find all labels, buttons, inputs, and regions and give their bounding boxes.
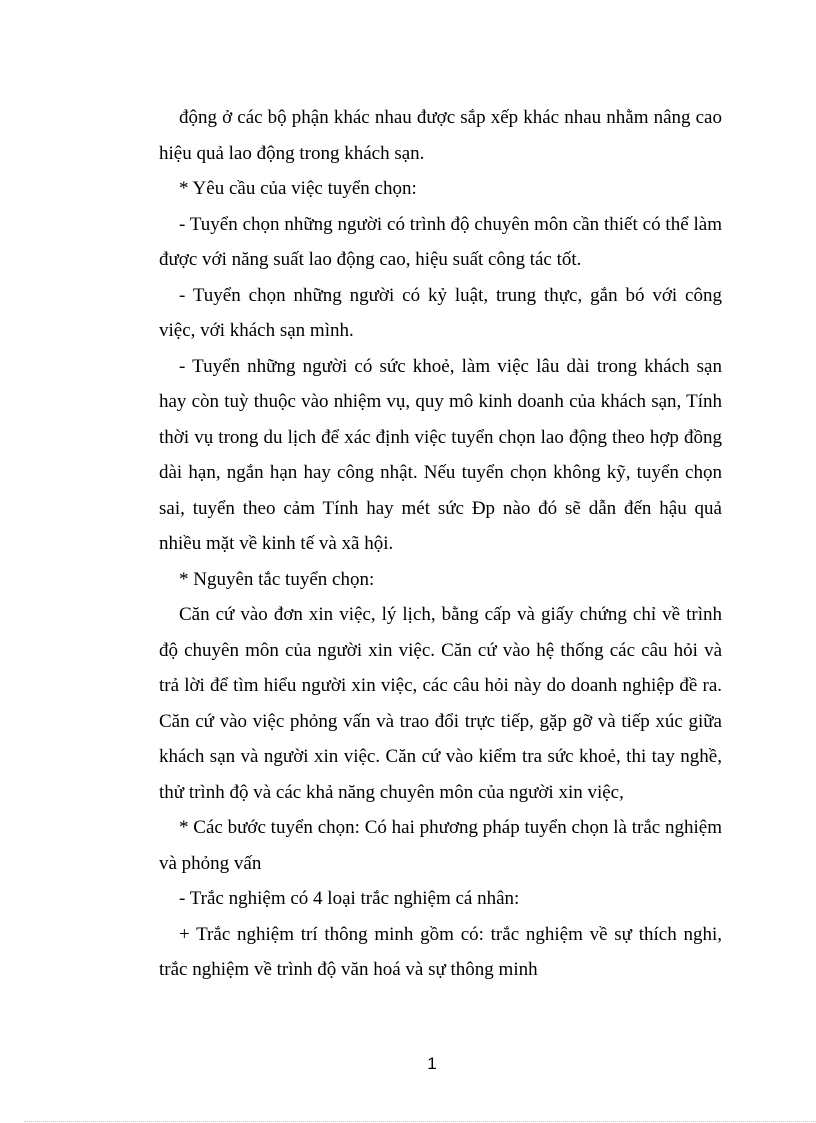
paragraph-requirement-health: - Tuyển những người có sức khoẻ, làm việc lâu dài trong khách sạn hay còn tuỳ thuộc vào nhiệm vụ, quy mô kinh doanh của khách sạn, Tính thời vụ trong du lịch để xác định việc tuyển chọn lao động theo hợp đồng dài hạn, ngắn hạn hay công nhật. Nếu tuyển chọn không kỹ, tuyển chọn sai, tuyển theo cảm Tính hay mét sức Ðp nào đó sẽ dẫn đến hậu quả nhiều mặt về kinh tế và xã hội. (159, 355, 722, 554)
paragraph-continuation: động ở các bộ phận khác nhau được sắp xếp khác nhau nhằm nâng cao hiệu quả lao động trong khách sạn. (159, 107, 722, 164)
paragraph-steps-heading: * Các bước tuyển chọn: Có hai phương pháp tuyển chọn là trắc nghiệm và phỏng vấn (159, 817, 722, 874)
page-number: 1 (427, 1054, 437, 1073)
paragraph-test-types: - Trắc nghiệm có 4 loại trắc nghiệm cá nhân: (179, 888, 520, 909)
paragraph-principles-heading: * Nguyên tắc tuyển chọn: (179, 568, 375, 590)
paragraph-requirements-heading: * Yêu cầu của việc tuyển chọn: (179, 178, 417, 199)
paragraph-principles-body: Căn cứ vào đơn xin việc, lý lịch, bằng cấp và giấy chứng chỉ về trình độ chuyên môn của người xin việc. Căn cứ vào hệ thống các câu hỏi và trả lời để tìm hiểu người xin việc, các câu hỏi này do doanh nghiệp đề ra. Căn cứ vào việc phỏng vấn và trao đổi trực tiếp, gặp gỡ và tiếp xúc giữa khách sạn và người xin việc. Căn cứ vào kiểm tra sức khoẻ, thi tay nghề, thử trình độ và các khả năng chuyên môn của người xin việc, (159, 604, 722, 803)
page-body (159, 100, 722, 988)
paragraph-requirement-skills: - Tuyển chọn những người có trình độ chuyên môn cần thiết có thể làm được với năng suất lao động cao, hiệu suất công tác tốt. (159, 213, 722, 270)
page-bottom-divider (24, 1121, 816, 1122)
paragraph-intelligence-test: + Trắc nghiệm trí thông minh gồm có: trắc nghiệm về sự thích nghi, trắc nghiệm về trình độ văn hoá và sự thông minh (159, 923, 722, 980)
paragraph-requirement-discipline: - Tuyển chọn những người có kỷ luật, trung thực, gắn bó với công việc, với khách sạn mình. (159, 284, 722, 341)
